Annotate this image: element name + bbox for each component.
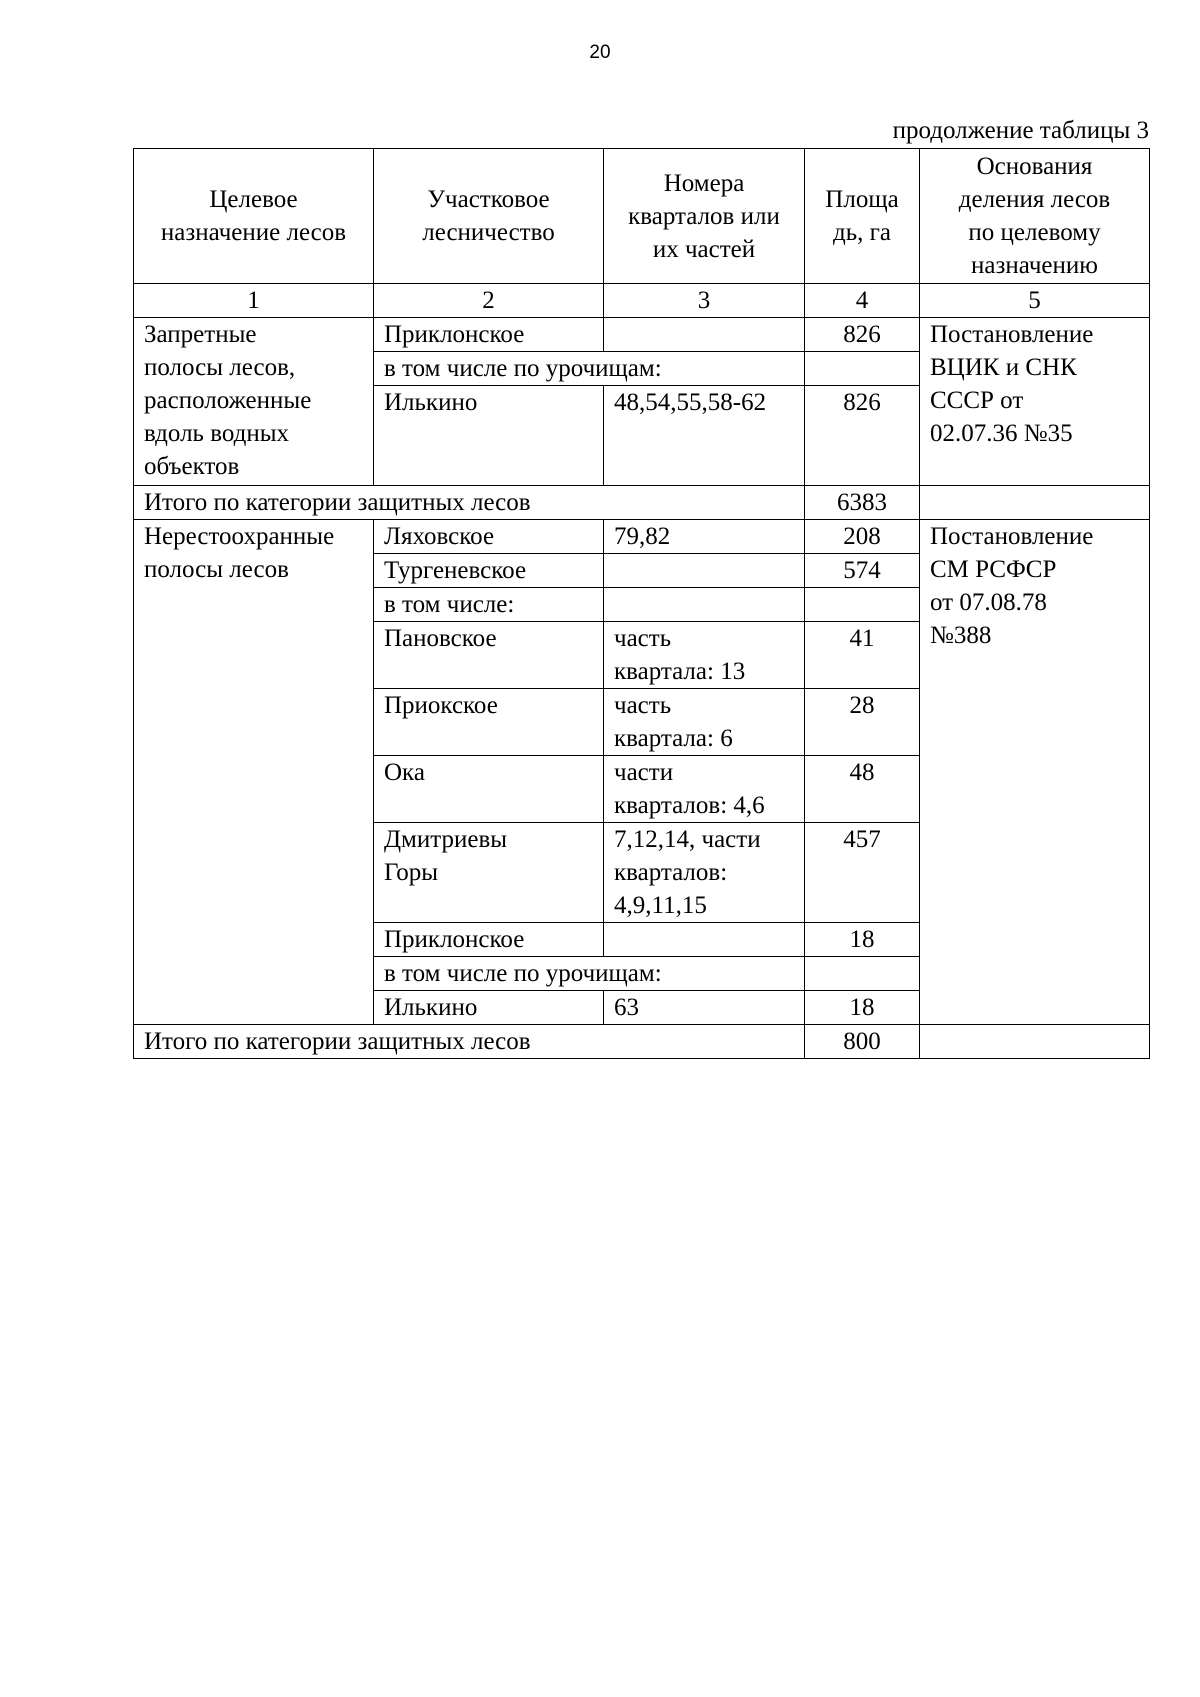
area-cell: 826	[805, 318, 920, 352]
area-cell	[805, 957, 920, 991]
total-label: Итого по категории защитных лесов	[134, 486, 805, 520]
column-number: 2	[374, 284, 604, 318]
forestry-cell: Дмитриевы Горы	[374, 823, 604, 923]
forestry-cell: Приклонское	[374, 318, 604, 352]
area-cell: 18	[805, 923, 920, 957]
forestry-cell: Ляховское	[374, 520, 604, 554]
forestry-cell: Приокское	[374, 689, 604, 756]
column-number: 1	[134, 284, 374, 318]
forestry-cell: Илькино	[374, 386, 604, 486]
header-basis: Основания деления лесов по целевому назначению	[920, 149, 1150, 284]
purpose-cell: Нерестоохранные полосы лесов	[134, 520, 374, 1025]
area-cell	[805, 588, 920, 622]
header-purpose: Целевое назначение лесов	[134, 149, 374, 284]
column-number-row	[134, 284, 1150, 318]
column-number: 3	[604, 284, 805, 318]
area-cell	[805, 352, 920, 386]
header-quarters: Номера кварталов или их частей	[604, 149, 805, 284]
subheading-cell: в том числе по урочищам:	[374, 352, 805, 386]
forestry-cell: Пановское	[374, 622, 604, 689]
quarters-cell	[604, 554, 805, 588]
area-cell: 826	[805, 386, 920, 486]
page-number: 20	[589, 42, 611, 63]
forestry-cell: в том числе:	[374, 588, 604, 622]
area-cell: 457	[805, 823, 920, 923]
header-forestry: Участковое лесничество	[374, 149, 604, 284]
quarters-cell: 63	[604, 991, 805, 1025]
area-cell: 41	[805, 622, 920, 689]
forestry-cell: Тургеневское	[374, 554, 604, 588]
empty-cell	[920, 1025, 1150, 1059]
quarters-cell: 7,12,14, части кварталов: 4,9,11,15	[604, 823, 805, 923]
total-row	[134, 486, 1150, 520]
total-area: 800	[805, 1025, 920, 1059]
area-cell: 208	[805, 520, 920, 554]
quarters-cell	[604, 318, 805, 352]
area-cell: 48	[805, 756, 920, 823]
table-header-row	[134, 149, 1150, 284]
quarters-cell: часть квартала: 6	[604, 689, 805, 756]
header-area: Площа дь, га	[805, 149, 920, 284]
total-area: 6383	[805, 486, 920, 520]
quarters-cell: 79,82	[604, 520, 805, 554]
table-row	[134, 318, 1150, 352]
total-label: Итого по категории защитных лесов	[134, 1025, 805, 1059]
quarters-cell	[604, 588, 805, 622]
quarters-cell: 48,54,55,58-62	[604, 386, 805, 486]
quarters-cell: части кварталов: 4,6	[604, 756, 805, 823]
purpose-cell: Запретные полосы лесов, расположенные вдоль водных объектов	[134, 318, 374, 486]
area-cell: 28	[805, 689, 920, 756]
forestry-cell: Илькино	[374, 991, 604, 1025]
basis-cell: Постановление ВЦИК и СНК СССР от 02.07.36 №35	[920, 318, 1150, 486]
forestry-cell: Ока	[374, 756, 604, 823]
basis-cell: Постановление СМ РСФСР от 07.08.78 №388	[920, 520, 1150, 1025]
total-row	[134, 1025, 1150, 1059]
subheading-cell: в том числе по урочищам:	[374, 957, 805, 991]
quarters-cell	[604, 923, 805, 957]
table-caption: продолжение таблицы 3	[892, 117, 1149, 144]
empty-cell	[920, 486, 1150, 520]
forest-purpose-table	[133, 148, 1150, 1059]
column-number: 5	[920, 284, 1150, 318]
area-cell: 18	[805, 991, 920, 1025]
forestry-cell: Приклонское	[374, 923, 604, 957]
area-cell: 574	[805, 554, 920, 588]
table-row	[134, 520, 1150, 554]
column-number: 4	[805, 284, 920, 318]
quarters-cell: часть квартала: 13	[604, 622, 805, 689]
